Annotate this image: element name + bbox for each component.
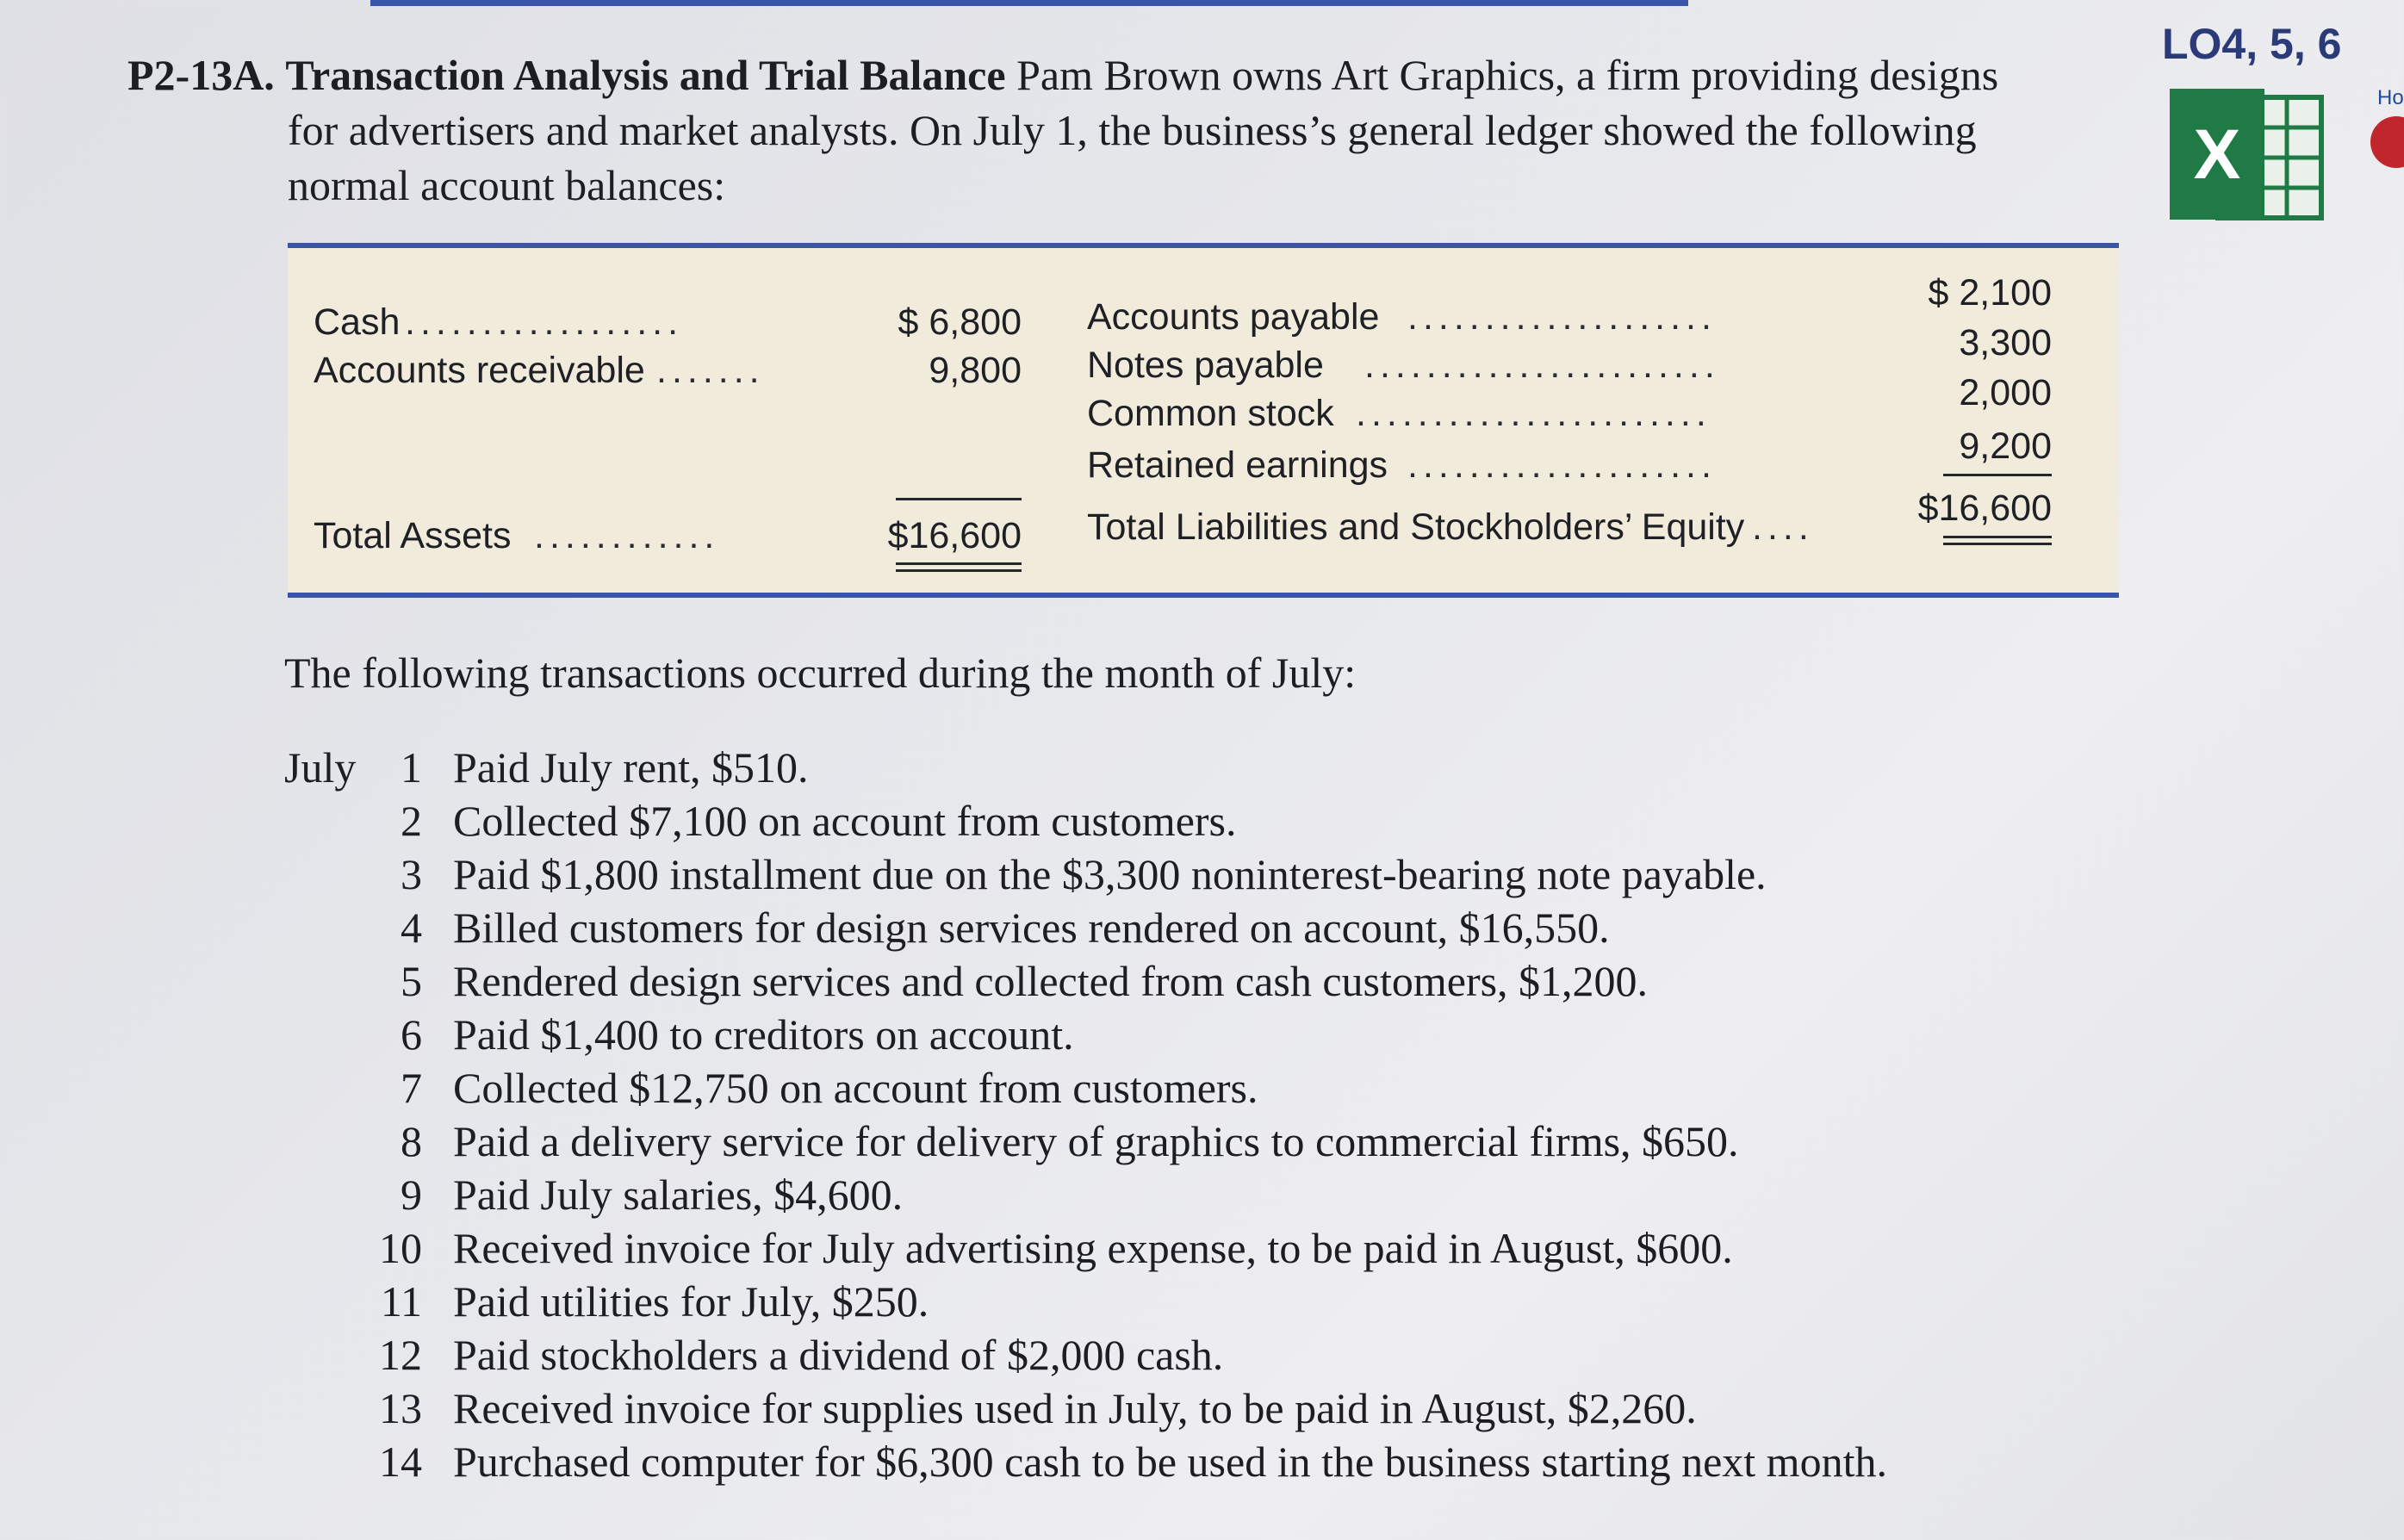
problem-id: P2-13A. <box>127 51 275 99</box>
transaction-item <box>362 849 2171 903</box>
transactions-month: July <box>284 743 357 792</box>
transactions-intro: The following transactions occurred during the month of July: <box>284 649 1357 697</box>
intro-line-3: normal account balances: <box>288 161 726 209</box>
common-stock-leader: ....................... <box>1356 393 1711 434</box>
transaction-day: 1 <box>401 743 422 792</box>
transaction-day: 12 <box>379 1331 422 1379</box>
transaction-day: 5 <box>401 957 422 1005</box>
transaction-item <box>362 1063 2171 1116</box>
excel-icon <box>2166 82 2330 228</box>
retained-earnings-leader: .................... <box>1407 444 1717 486</box>
transaction-text: Paid stockholders a dividend of $2,000 cash. <box>453 1331 1224 1379</box>
total-assets-double-rule-2 <box>896 569 1022 572</box>
transaction-text: Paid a delivery service for delivery of graphics to commercial firms, $650. <box>453 1117 1739 1165</box>
total-assets-leader: ............ <box>534 515 720 556</box>
transaction-item <box>362 903 2171 956</box>
svg-text:X: X <box>2193 115 2241 194</box>
total-assets-label: Total Assets <box>314 515 512 556</box>
retained-earnings-label: Retained earnings <box>1087 444 1388 486</box>
cash-label: Cash <box>314 301 401 343</box>
accounts-payable-label: Accounts payable <box>1087 296 1380 338</box>
transaction-text: Collected $12,750 on account from customers. <box>453 1064 1258 1112</box>
transaction-day: 14 <box>379 1438 422 1486</box>
accounts-receivable-amount: 9,800 <box>929 350 1022 391</box>
transaction-day: 9 <box>401 1171 422 1219</box>
transaction-item <box>362 742 2171 796</box>
transaction-text: Received invoice for supplies used in July, to be paid in August, $2,260. <box>453 1384 1697 1432</box>
transaction-item <box>362 1330 2171 1383</box>
accounts-payable-amount: $ 2,100 <box>1928 272 2052 314</box>
assets-sum-rule <box>896 498 1022 500</box>
edge-badge <box>2370 116 2404 168</box>
cash-leader: .................. <box>405 301 684 343</box>
transaction-day: 10 <box>379 1224 422 1272</box>
accounts-payable-leader: .................... <box>1407 296 1717 338</box>
total-assets-amount: $16,600 <box>887 515 1022 556</box>
transaction-text: Paid utilities for July, $250. <box>453 1277 929 1326</box>
transaction-day: 4 <box>401 904 422 952</box>
transaction-day: 2 <box>401 797 422 845</box>
total-liabilities-double-rule-1 <box>1943 536 2052 538</box>
total-liabilities-double-rule-2 <box>1943 543 2052 545</box>
accounts-receivable-leader: ....... <box>656 350 765 391</box>
transaction-day: 13 <box>379 1384 422 1432</box>
notes-payable-amount: 3,300 <box>1959 322 2052 363</box>
accounts-receivable-label: Accounts receivable <box>314 350 645 391</box>
learning-objectives: LO4, 5, 6 <box>2162 20 2342 68</box>
intro-line-1: Pam Brown owns Art Graphics, a firm providing designs <box>1016 51 1999 99</box>
notes-payable-leader: ....................... <box>1364 345 1720 386</box>
transaction-text: Paid July rent, $510. <box>453 743 809 792</box>
edge-label: Ho <box>2377 86 2404 109</box>
transaction-text: Paid $1,400 to creditors on account. <box>453 1010 1074 1059</box>
intro-line-2: for advertisers and market analysts. On July 1, the business’s general ledger showed the following <box>288 106 1977 154</box>
transaction-item <box>362 1437 2171 1490</box>
notes-payable-label: Notes payable <box>1087 345 1324 386</box>
transaction-text: Billed customers for design services rendered on account, $16,550. <box>453 904 1610 952</box>
transaction-text: Purchased computer for $6,300 cash to be used in the business starting next month. <box>453 1438 1887 1486</box>
total-liabilities-equity-leader: .... <box>1752 506 1814 548</box>
common-stock-amount: 2,000 <box>1959 372 2052 413</box>
transaction-item <box>362 1170 2171 1223</box>
transaction-item <box>362 1009 2171 1063</box>
transaction-day: 11 <box>380 1277 422 1326</box>
transaction-text: Collected $7,100 on account from customers. <box>453 797 1237 845</box>
transaction-item <box>362 1383 2171 1437</box>
total-liabilities-equity-label: Total Liabilities and Stockholders’ Equity <box>1087 506 1745 548</box>
transaction-day: 7 <box>401 1064 422 1112</box>
liabilities-sum-rule <box>1943 474 2052 476</box>
retained-earnings-amount: 9,200 <box>1959 425 2052 467</box>
transaction-text: Rendered design services and collected from cash customers, $1,200. <box>453 957 1649 1005</box>
cash-amount: $ 6,800 <box>898 301 1022 343</box>
common-stock-label: Common stock <box>1087 393 1334 434</box>
transaction-text: Paid July salaries, $4,600. <box>453 1171 904 1219</box>
total-assets-double-rule-1 <box>896 562 1022 565</box>
transaction-item <box>362 1116 2171 1170</box>
transaction-day: 3 <box>401 850 422 898</box>
transaction-item <box>362 1276 2171 1330</box>
problem-intro <box>127 47 2126 213</box>
transaction-item <box>362 956 2171 1009</box>
transaction-item <box>362 1223 2171 1276</box>
transaction-text: Received invoice for July advertising expense, to be paid in August, $600. <box>453 1224 1733 1272</box>
total-liabilities-equity-amount: $16,600 <box>1917 487 2052 529</box>
transaction-day: 8 <box>401 1117 422 1165</box>
problem-title: Transaction Analysis and Trial Balance <box>285 51 1006 99</box>
account-balances-panel <box>288 243 2119 598</box>
transaction-day: 6 <box>401 1010 422 1059</box>
top-rule <box>370 0 1688 6</box>
transaction-item <box>362 796 2171 849</box>
transaction-text: Paid $1,800 installment due on the $3,300 noninterest-bearing note payable. <box>453 850 1767 898</box>
